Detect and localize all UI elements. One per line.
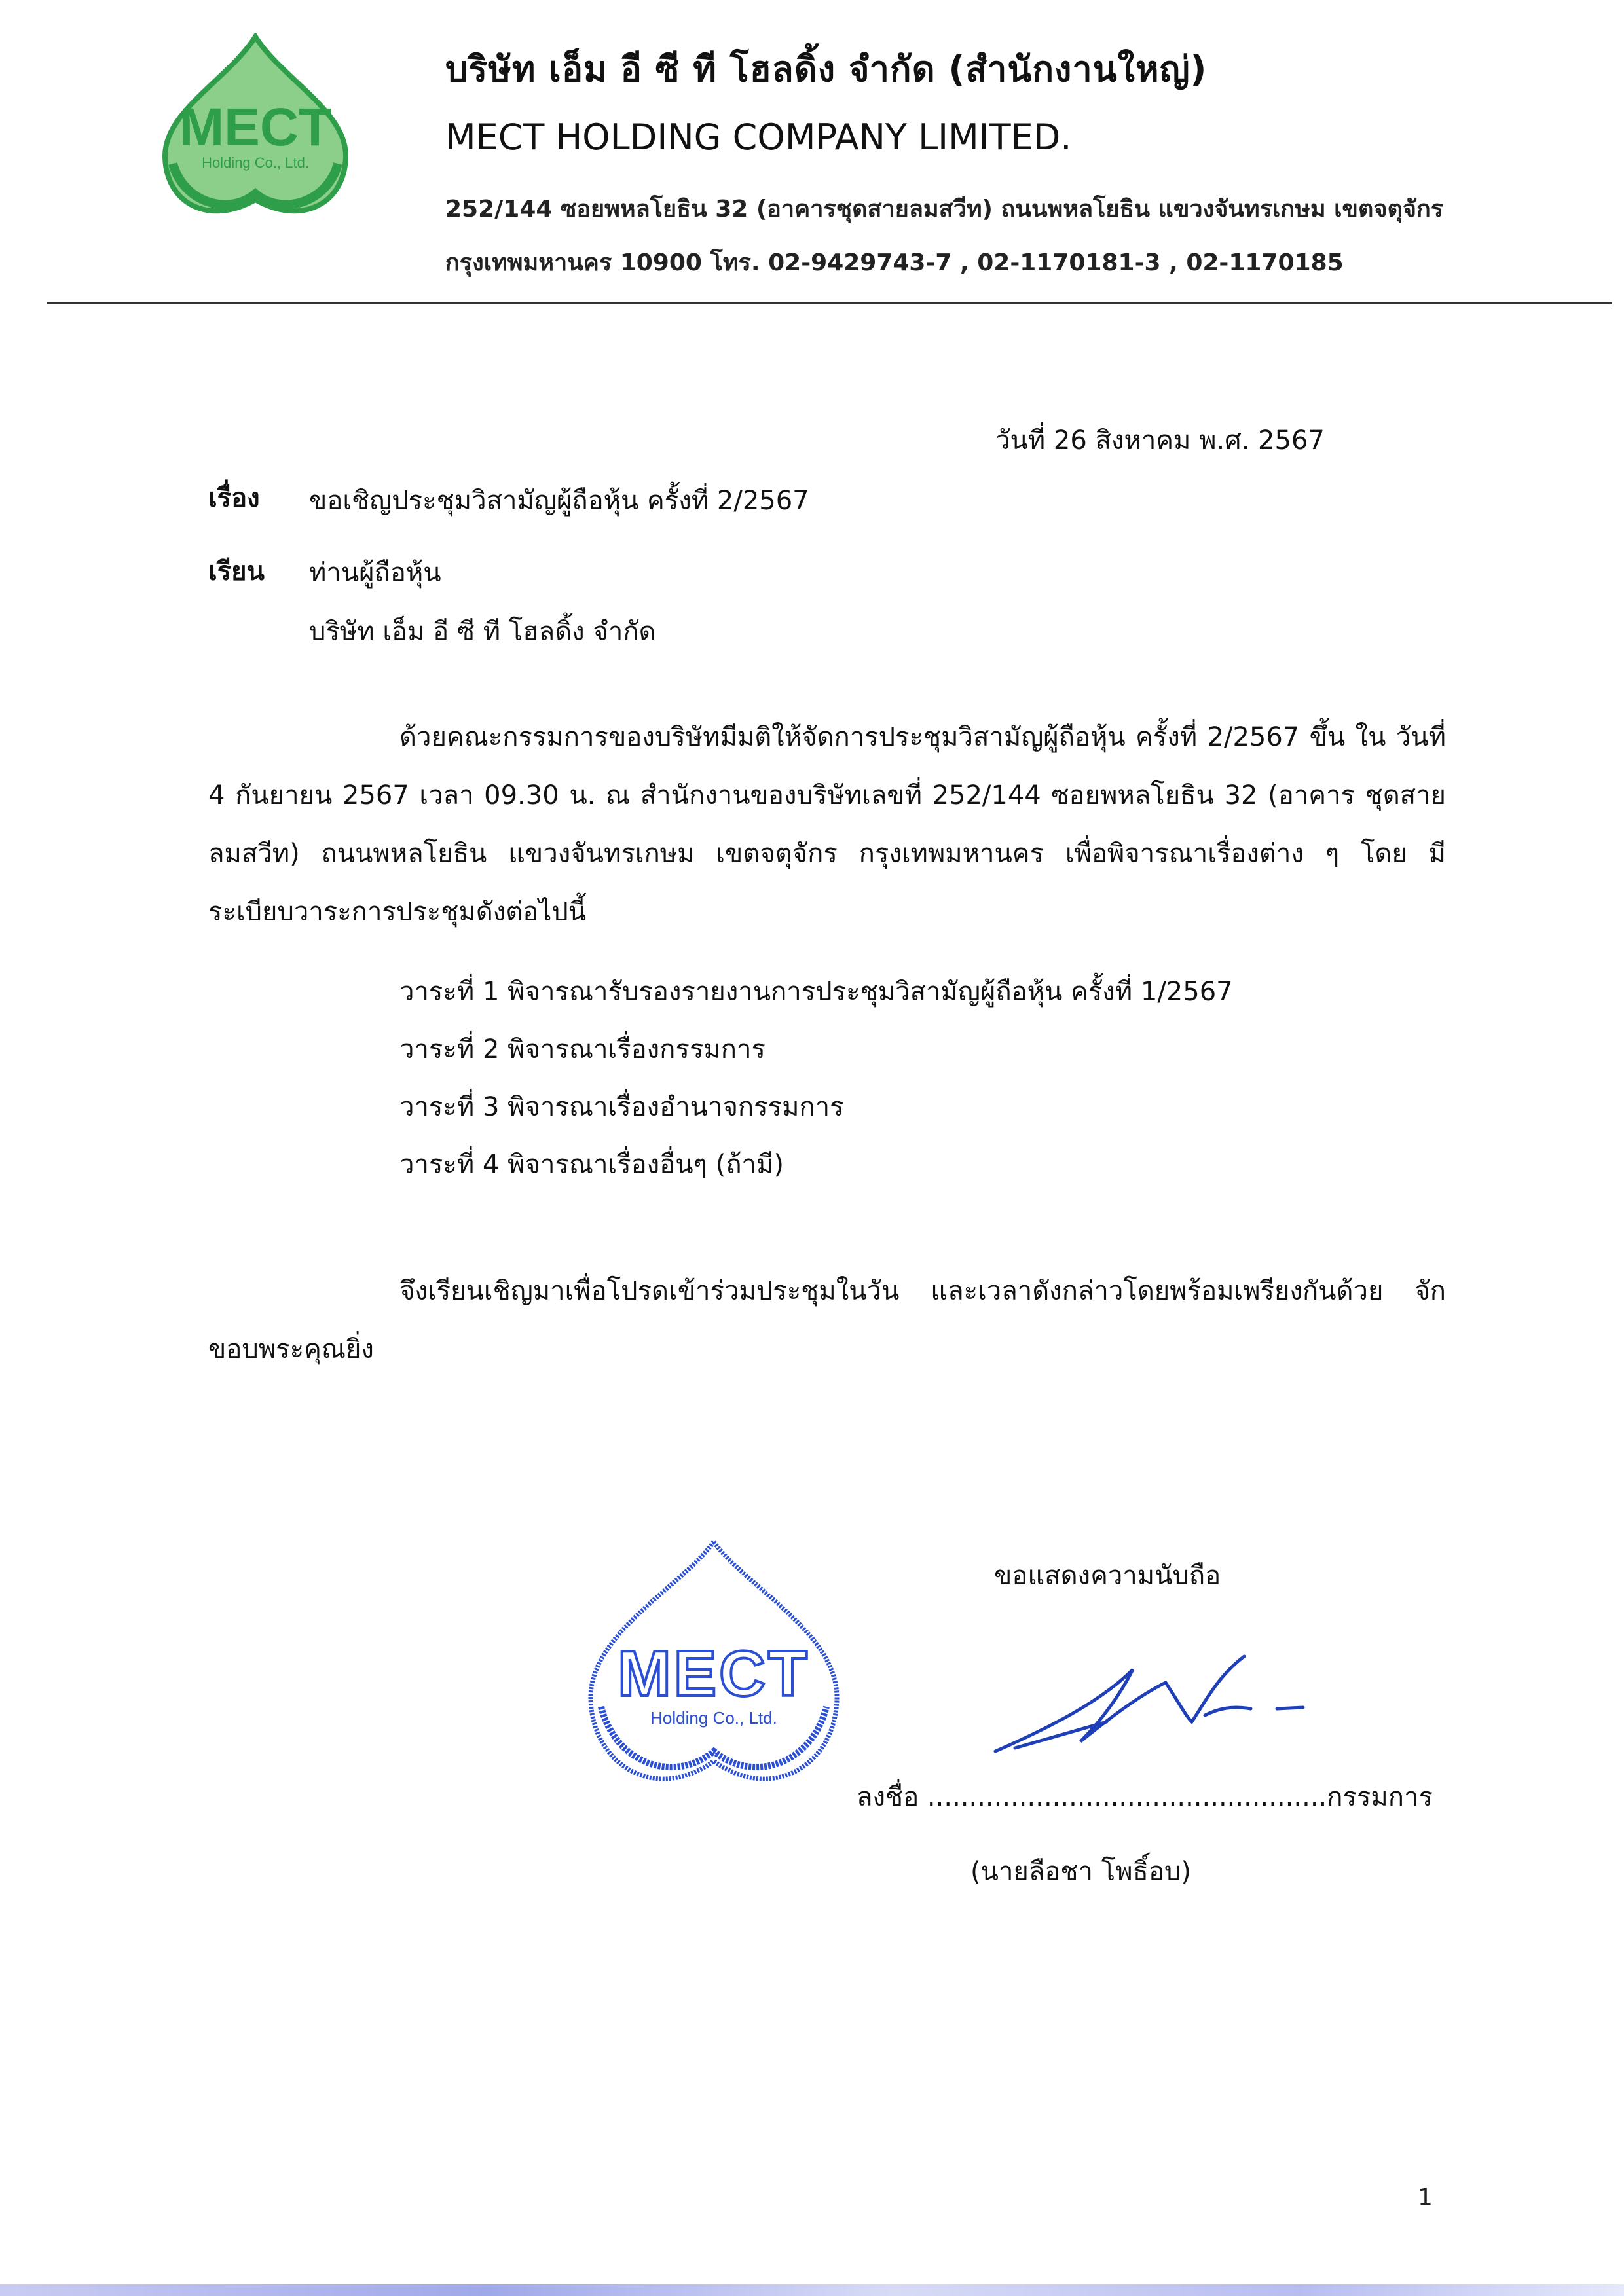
recipient-line2: บริษัท เอ็ม อี ซี ที โฮลดิ้ง จำกัด [309, 617, 656, 647]
subject-text: ขอเชิญประชุมวิสามัญผู้ถือหุ้น ครั้งที่ 2/2567 [309, 486, 809, 516]
subject-label: เรื่อง [208, 483, 260, 513]
body-paragraph: ด้วยคณะกรรมการของบริษัทมีมติให้จัดการประชุมวิสามัญผู้ถือหุ้น ครั้งที่ 2/2567 ขึ้น ใน วันที่ 4 กันยายน 2567 เวลา 09.30 น. ณ สำนักงานของบริษัทเลขที่ 252/144 ซอยพหลโยธิน 32 (อาคาร ชุดสายลมสวีท) ถนนพหลโยธิน แขวงจันทรเกษม เขตจตุจักร กรุงเทพมหานคร เพื่อพิจารณาเรื่องต่าง ๆ โดย มีระเบียบวาระการประชุมดังต่อไปนี้ [208, 722, 1446, 927]
letterhead-divider [47, 302, 1612, 304]
page-number: 1 [1418, 2184, 1433, 2211]
letter-date: วันที่ 26 สิงหาคม พ.ศ. 2567 [995, 426, 1325, 456]
regards-text: ขอแสดงความนับถือ [994, 1561, 1221, 1591]
agenda-item: วาระที่ 1 พิจารณารับรองรายงานการประชุมวิสามัญผู้ถือหุ้น ครั้งที่ 1/2567 [399, 977, 1233, 1007]
stamp-sub: Holding Co., Ltd. [650, 1708, 777, 1728]
company-name-thai: บริษัท เอ็ม อี ซี ที โฮลดิ้ง จำกัด (สำนักงานใหญ่) [445, 48, 1208, 90]
company-logo [151, 33, 360, 229]
company-stamp [576, 1535, 851, 1810]
closing-paragraph: จึงเรียนเชิญมาเพื่อโปรดเข้าร่วมประชุมในวัน และเวลาดังกล่าวโดยพร้อมเพรียงกันด้วย จักขอบพระคุณยิ่ง [208, 1276, 1446, 1364]
company-address-line2: กรุงเทพมหานคร 10900 โทร. 02-9429743-7 , 02-1170181-3 , 02-1170185 [445, 249, 1344, 276]
logo-sub: Holding Co., Ltd. [202, 155, 309, 171]
scan-edge-strip [0, 2284, 1624, 2296]
agenda-item: วาระที่ 4 พิจารณาเรื่องอื่นๆ (ถ้ามี) [399, 1150, 784, 1180]
agenda-item: วาระที่ 3 พิจารณาเรื่องอำนาจกรรมการ [399, 1092, 844, 1122]
recipient-line1: ท่านผู้ถือหุ้น [309, 558, 441, 588]
handwritten-signature [969, 1643, 1336, 1761]
company-address-line1: 252/144 ซอยพหลโยธิน 32 (อาคารชุดสายลมสวีท) ถนนพหลโยธิน แขวงจันทรเกษม เขตจตุจักร [445, 196, 1444, 223]
company-name-english: MECT HOLDING COMPANY LIMITED. [445, 117, 1072, 158]
logo-word: MECT [179, 98, 332, 157]
stamp-word: MECT [618, 1637, 810, 1709]
recipient-label: เรียน [208, 556, 265, 587]
signer-name: (นายลือชา โพธิ์อบ) [970, 1857, 1191, 1887]
agenda-item: วาระที่ 2 พิจารณาเรื่องกรรมการ [399, 1034, 766, 1065]
signature-line: ลงชื่อ ................................................กรรมการ [857, 1782, 1433, 1812]
